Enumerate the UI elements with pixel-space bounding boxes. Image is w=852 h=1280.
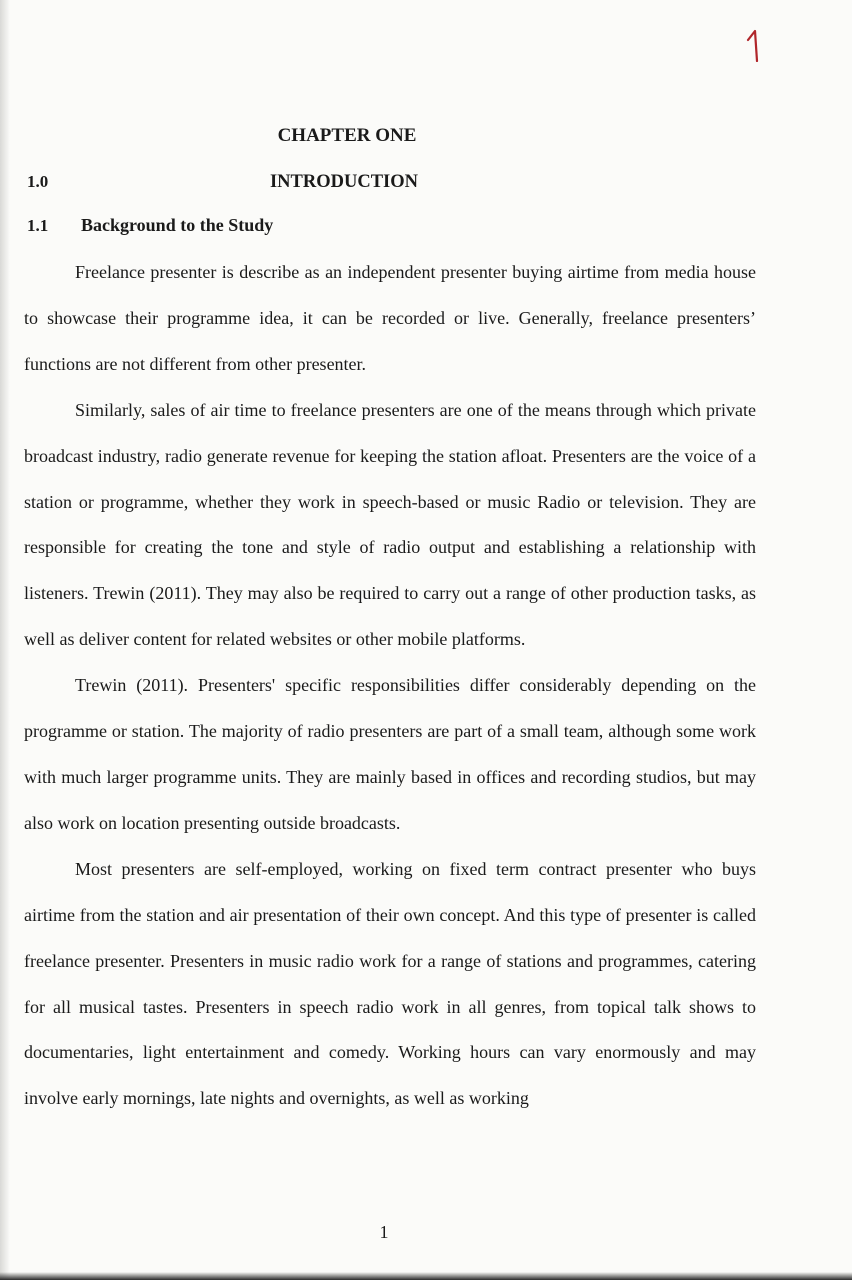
body-text — [24, 250, 756, 1122]
paragraph: Similarly, sales of air time to freelance presenters are one of the means through which private broadcast industry, radio generate revenue for keeping the station afloat. Presenters are the voice of a station or programme, whether they work in speech-based or music Radio or television. They are responsible for creating the tone and style of radio output and establishing a relationship with listeners. Trewin (2011). They may also be required to carry out a range of other production tasks, as well as deliver content for related websites or other mobile platforms. — [24, 399, 756, 650]
paragraph: Trewin (2011). Presenters' specific responsibilities differ considerably depending on the programme or station. The majority of radio presenters are part of a small team, although some work with much larger programme units. They are mainly based in offices and recording studios, but may also work on location presenting outside broadcasts. — [24, 675, 756, 833]
handwritten-page-mark — [745, 28, 765, 62]
section-title: Background to the Study — [81, 215, 274, 235]
page-bottom-shadow — [0, 1272, 852, 1280]
section-number: 1.1 — [27, 216, 49, 235]
paragraph: Most presenters are self-employed, working on fixed term contract presenter who buys airtime from the station and air presentation of their own concept. And this type of presenter is called freelance presenter. Presenters in music radio work for a range of stations and programmes, catering for all musical tastes. Presenters in speech radio work in all genres, from topical talk shows to documentaries, light entertainment and comedy. Working hours can vary enormously and may involve early mornings, late nights and overnights, as well as working — [24, 858, 756, 1109]
intro-title: INTRODUCTION — [269, 172, 419, 192]
intro-number: 1.0 — [27, 172, 49, 191]
paragraph: Freelance presenter is describe as an independent presenter buying airtime from media house to showcase their programme idea, it can be recorded or live. Generally, freelance presenters’ functions are not different from other presenter. — [24, 262, 756, 374]
page-number: 1 — [379, 1222, 389, 1242]
chapter-heading: CHAPTER ONE — [277, 125, 417, 146]
